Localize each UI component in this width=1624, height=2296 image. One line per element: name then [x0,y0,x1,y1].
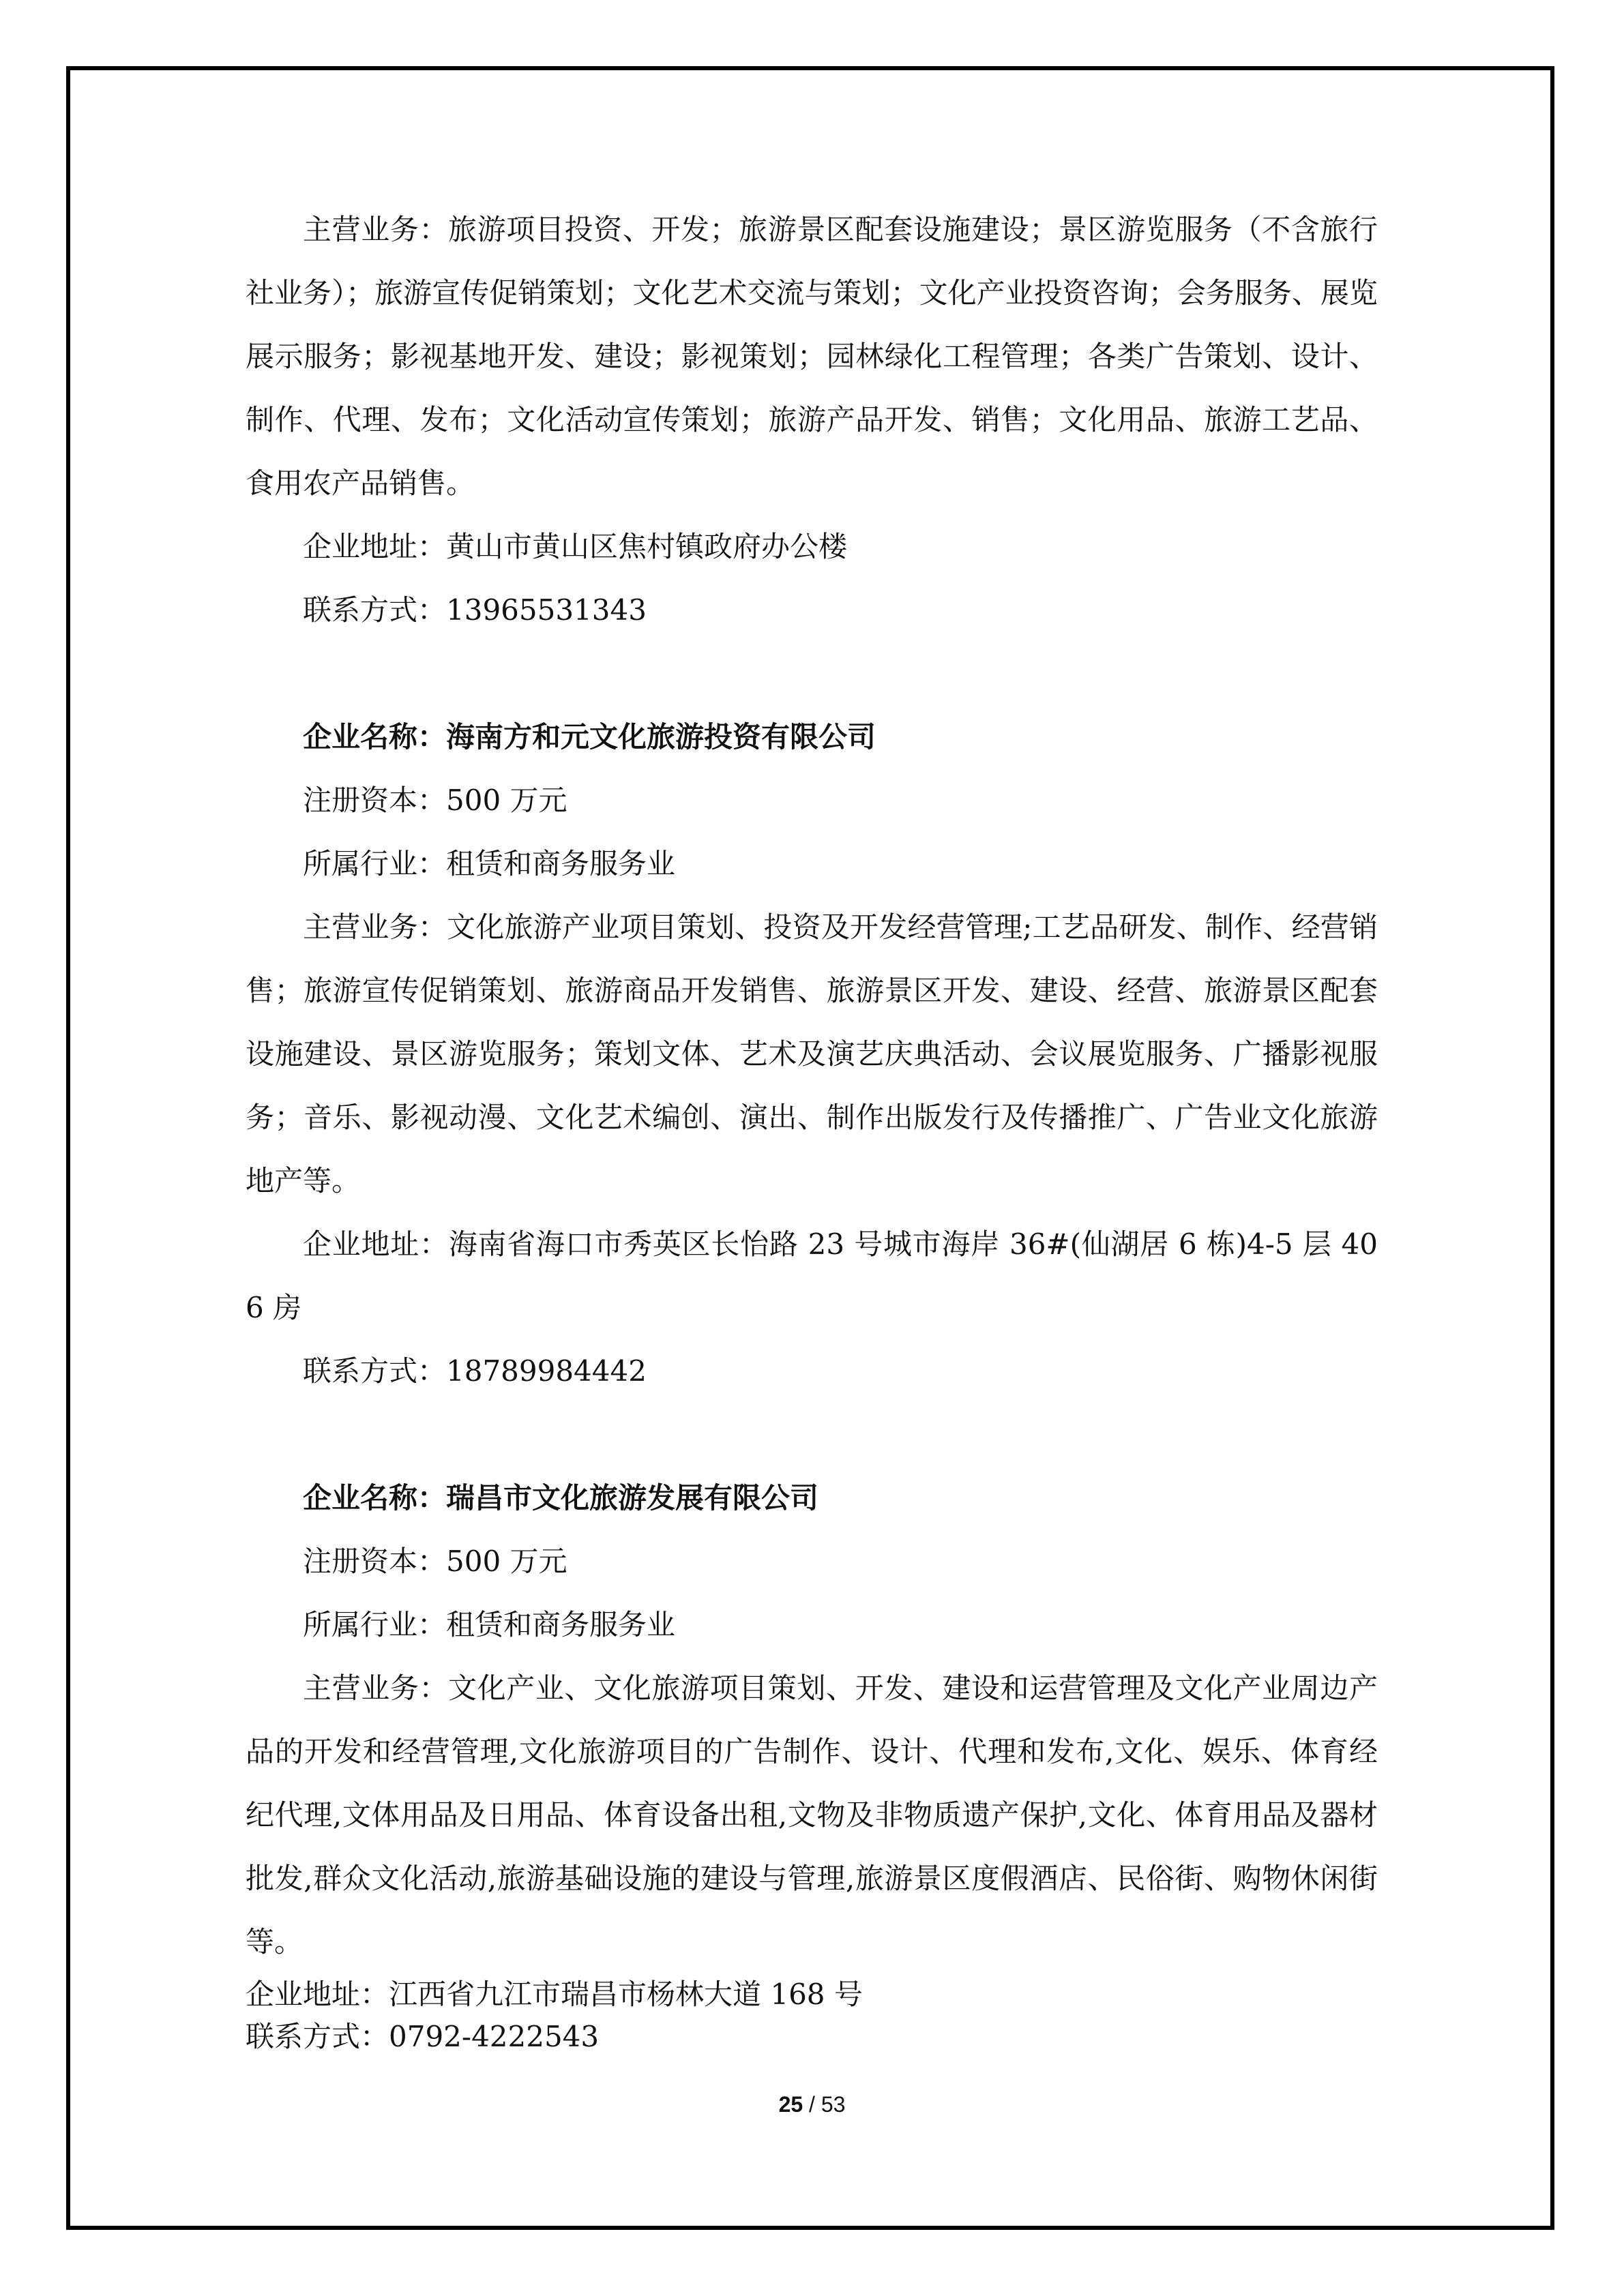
page-separator: / [803,2092,821,2117]
document-body [246,198,1378,2058]
industry: 所属行业：租赁和商务服务业 [303,847,676,880]
industry: 所属行业：租赁和商务服务业 [303,1608,676,1641]
section-gap [246,642,1378,705]
company-name-label: 企业名称： [303,1481,447,1515]
current-page: 25 [778,2092,803,2117]
company-contact: 联系方式：0792-4222543 [246,2020,600,2053]
company-entry-continued [246,198,1378,642]
company-name-label: 企业名称： [303,720,447,754]
company-name: 海南方和元文化旅游投资有限公司 [446,720,876,754]
page-number [0,2092,1624,2117]
registered-capital: 注册资本：500 万元 [303,784,567,817]
company-contact: 联系方式：18789984442 [303,1354,647,1388]
section-gap [246,1403,1378,1466]
business-scope: 主营业务：文化产业、文化旅游项目策划、开发、建设和运营管理及文化产业周边产品的开发和经营管理,文化旅游项目的广告制作、设计、代理和发布,文化、娱乐、体育经纪代理,文体用品及日用品、体育设备出租,文物及非物质遗产保护,文化、体育用品及器材批发,群众文化活动,旅游基础设施的建设与管理,旅游景区度假酒店、民俗街、购物休闲街等。 [246,1671,1378,1958]
company-entry-ruichang [246,1466,1378,2058]
business-scope: 主营业务：文化旅游产业项目策划、投资及开发经营管理;工艺品研发、制作、经营销售；旅游宣传促销策划、旅游商品开发销售、旅游景区开发、建设、经营、旅游景区配套设施建设、景区游览服务；策划文体、艺术及演艺庆典活动、会议展览服务、广播影视服务；音乐、影视动漫、文化艺术编创、演出、制作出版发行及传播推广、广告业文化旅游地产等。 [246,910,1378,1197]
company-address: 企业地址：黄山市黄山区焦村镇政府办公楼 [303,530,848,563]
company-address: 企业地址：江西省九江市瑞昌市杨林大道 168 号 [246,1978,863,2011]
company-name: 瑞昌市文化旅游发展有限公司 [446,1481,819,1515]
company-address: 企业地址：海南省海口市秀英区长怡路 23 号城市海岸 36#(仙湖居 6 栋)4-5 层 406 房 [246,1227,1378,1324]
total-pages: 53 [821,2092,846,2117]
company-name-heading [246,705,1378,769]
registered-capital: 注册资本：500 万元 [303,1545,567,1578]
company-name-heading [246,1466,1378,1530]
business-scope: 主营业务：旅游项目投资、开发；旅游景区配套设施建设；景区游览服务（不含旅行社业务）；旅游宣传促销策划；文化艺术交流与策划；文化产业投资咨询；会务服务、展览展示服务；影视基地开发、建设；影视策划；园林绿化工程管理；各类广告策划、设计、制作、代理、发布；文化活动宣传策划；旅游产品开发、销售；文化用品、旅游工艺品、食用农产品销售。 [246,213,1378,500]
company-entry-hainan [246,705,1378,1403]
company-contact: 联系方式：13965531343 [303,593,647,627]
